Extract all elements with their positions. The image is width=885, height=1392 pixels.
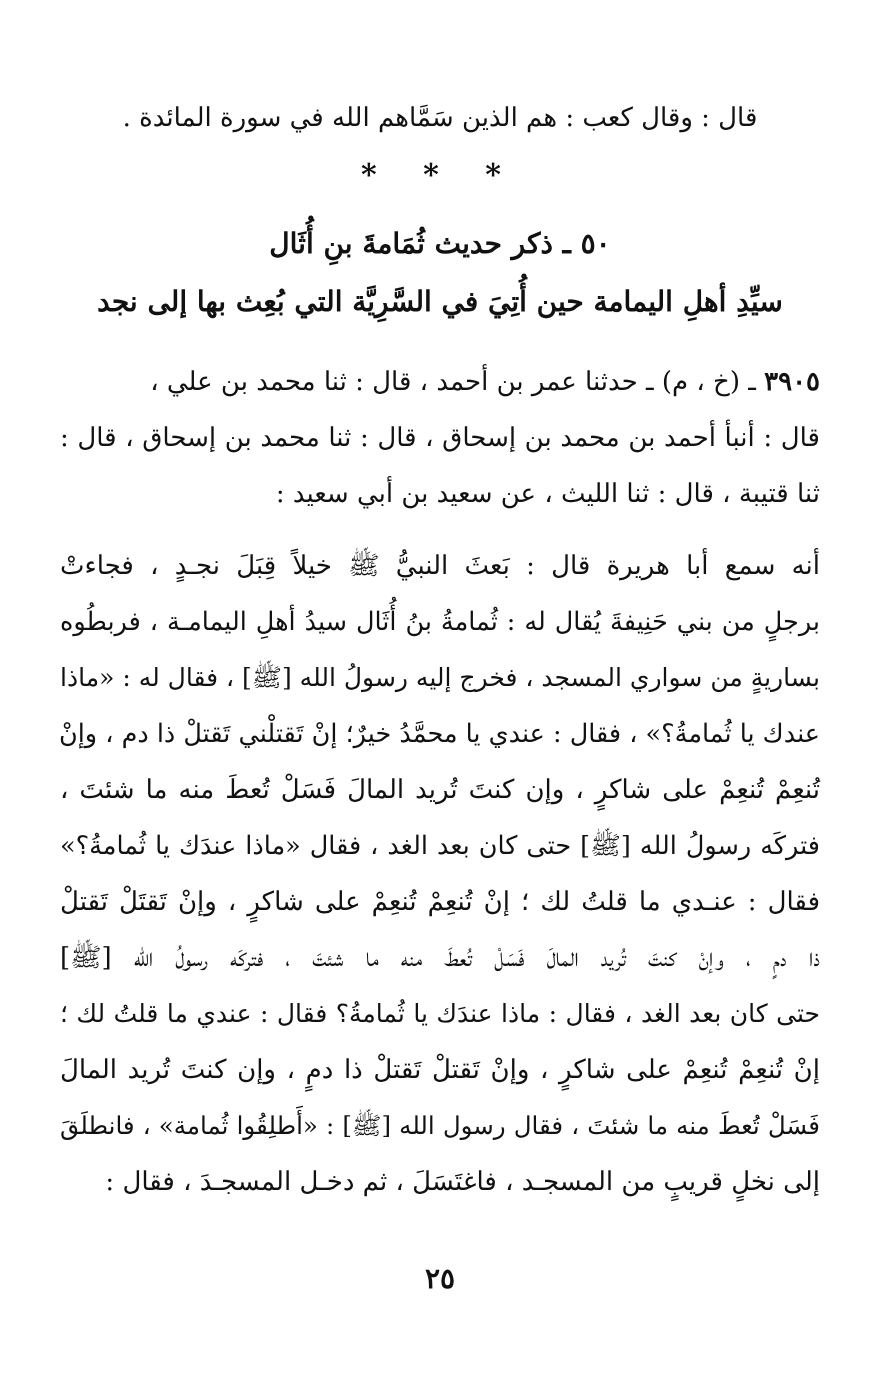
hadith-number: ٣٩٠٥ — [764, 367, 820, 397]
isnad-line-2: قال : أنبأ أحمد بن محمد بن إسحاق ، قال : ثنا محمد بن إسحاق ، قال : — [60, 423, 820, 453]
body-line: فقال : عنـدي ما قلتُ لك ؛ إنْ تُنعِمْ تُنعِمْ على شاكرٍ ، وإنْ تَقتَلْ تَقتلْ — [60, 887, 820, 917]
body-line: بساريةٍ من سواري المسجد ، فخرج إليه رسولُ الله [ﷺ] ، فقال له : «ماذا — [60, 663, 820, 692]
opening-line: قال : وقال كعب : هم الذين سَمَّاهم الله في سورة المائدة . — [122, 103, 758, 133]
body-line: ذا دمٍ ، وإنْ كنتَ تُريد المالَ فَسَلْ تُعطَ منه ما شئتَ ، فتركَه رسولُ الله [ﷺ] — [60, 943, 820, 973]
isnad-line-1 — [60, 362, 820, 402]
chapter-heading-line-1: ٥٠ ـ ذكر حديث ثُمَامةَ بنِ أُثَال — [269, 227, 611, 260]
section-separator: * * * — [361, 158, 519, 193]
body-line: إنْ تُنعِمْ تُنعِمْ على شاكرٍ ، وإنْ تَقتلْ تَقتلْ ذا دمٍ ، وإن كنتَ تُريد المالَ — [60, 1055, 820, 1085]
page-number: ٢٥ — [424, 1262, 456, 1295]
body-line: فتركَه رسولُ الله [ﷺ] حتى كان بعد الغد ، فقال «ماذا عندَك يا ثُمامةُ؟» — [60, 831, 820, 861]
chapter-heading-line-2: سيِّدِ أهلِ اليمامة حين أُتِيَ في السَّرِيَّة التي بُعِث بها إلى نجد — [97, 285, 783, 318]
body-line: فَسَلْ تُعطَ منه ما شئتَ ، فقال رسول الله [ﷺ] : «أَطلِقُوا ثُمامة» ، فانطلَقَ — [60, 1111, 820, 1140]
isnad-line-1-text: ـ (خ ، م) ـ حدثنا عمر بن أحمد ، قال : ثنا محمد بن علي ، — [150, 367, 765, 397]
body-line: تُنعِمْ تُنعِمْ على شاكرٍ ، وإن كنتَ تُريد المالَ فَسَلْ تُعطَ منه ما شئتَ ، — [60, 775, 820, 805]
body-line: عندك يا ثُمامةُ؟» ، فقال : عندي يا محمَّدُ خيرٌ؛ إنْ تَقتلْني تَقتلْ ذا دم ، وإنْ — [59, 719, 820, 749]
body-line: إلى نخلٍ قريبٍ من المسجـد ، فاغتَسَلَ ، ثم دخـل المسجـدَ ، فقال : — [105, 1167, 820, 1197]
book-page — [60, 0, 820, 1392]
body-line: برجلٍ من بني حَنِيفةَ يُقال له : ثُمامةُ بنُ أُثَال سيدُ أهلِ اليمامـة ، فربطُوه — [60, 607, 820, 637]
body-line: أنه سمع أبا هريرة قال : بَعثَ النبيُّ ﷺ خيلاً قِبَلَ نجـدٍ ، فجاءتْ — [60, 551, 820, 581]
isnad-line-3: ثنا قتيبة ، قال : ثنا الليث ، عن سعيد بن أبي سعيد : — [275, 479, 820, 509]
body-line: حتى كان بعد الغد ، فقال : ماذا عندَك يا ثُمامةُ؟ فقال : عندي ما قلتُ لك ؛ — [60, 999, 820, 1028]
